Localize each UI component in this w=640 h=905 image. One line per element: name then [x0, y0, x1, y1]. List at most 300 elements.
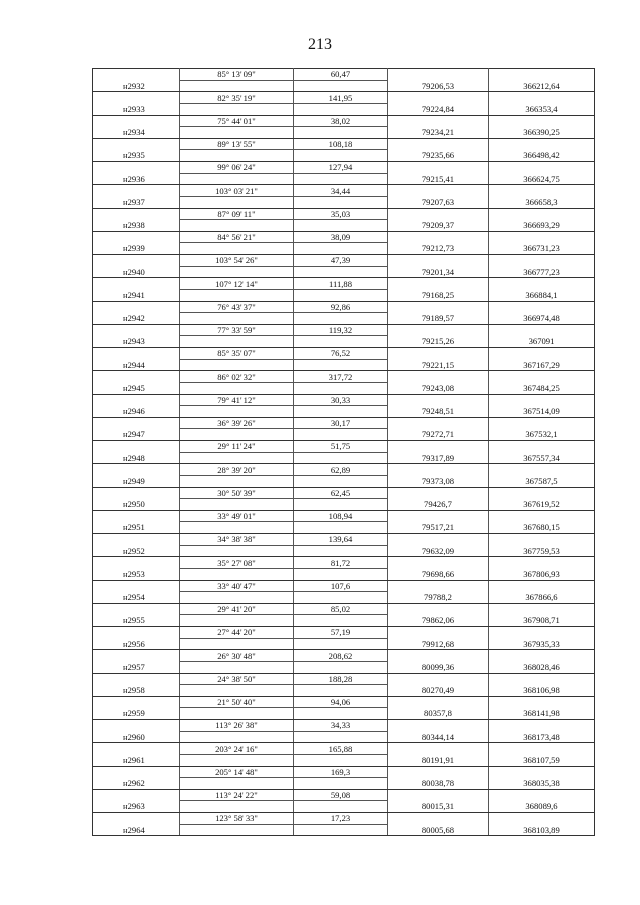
segment-row [93, 255, 595, 267]
x-coordinate-cell [388, 534, 489, 546]
segment-row [93, 208, 595, 220]
point-name-cell: н2934 [93, 127, 180, 139]
length-cell [294, 522, 388, 534]
point-name-cell [93, 673, 180, 685]
point-name-cell [93, 813, 180, 825]
y-coordinate-cell: 367806,93 [489, 568, 595, 580]
length-cell [294, 778, 388, 790]
x-coordinate-cell: 79221,15 [388, 359, 489, 371]
length-cell [294, 406, 388, 418]
x-coordinate-cell: 79235,66 [388, 150, 489, 162]
angle-cell [180, 522, 294, 534]
angle-cell [180, 220, 294, 232]
point-name-cell [93, 394, 180, 406]
angle-cell [180, 429, 294, 441]
y-coordinate-cell: 366974,48 [489, 313, 595, 325]
angle-cell: 107° 12' 14" [180, 278, 294, 290]
x-coordinate-cell: 79373,08 [388, 475, 489, 487]
point-row [93, 103, 595, 115]
point-name-cell [93, 255, 180, 267]
y-coordinate-cell [489, 185, 595, 197]
segment-row [93, 69, 595, 81]
x-coordinate-cell: 79698,66 [388, 568, 489, 580]
x-coordinate-cell: 79224,84 [388, 103, 489, 115]
page-number: 213 [308, 36, 332, 53]
x-coordinate-cell [388, 301, 489, 313]
point-row [93, 615, 595, 627]
segment-row [93, 441, 595, 453]
angle-cell [180, 150, 294, 162]
point-name-cell: н2955 [93, 615, 180, 627]
segment-row [93, 278, 595, 290]
point-name-cell [93, 278, 180, 290]
y-coordinate-cell: 367091 [489, 336, 595, 348]
length-cell: 62,89 [294, 464, 388, 476]
point-name-cell [93, 650, 180, 662]
point-row [93, 778, 595, 790]
y-coordinate-cell [489, 231, 595, 243]
point-row [93, 731, 595, 743]
point-name-cell: н2932 [93, 80, 180, 92]
length-cell: 165,88 [294, 743, 388, 755]
angle-cell: 30° 50' 39" [180, 487, 294, 499]
length-cell [294, 150, 388, 162]
x-coordinate-cell: 80099,36 [388, 661, 489, 673]
point-row [93, 452, 595, 464]
point-name-cell: н2943 [93, 336, 180, 348]
y-coordinate-cell [489, 650, 595, 662]
x-coordinate-cell [388, 557, 489, 569]
point-name-cell [93, 627, 180, 639]
point-row [93, 545, 595, 557]
point-name-cell [93, 115, 180, 127]
length-cell: 60,47 [294, 69, 388, 81]
y-coordinate-cell: 367167,29 [489, 359, 595, 371]
angle-cell [180, 243, 294, 255]
y-coordinate-cell: 367680,15 [489, 522, 595, 534]
x-coordinate-cell: 80270,49 [388, 685, 489, 697]
angle-cell: 113° 24' 22" [180, 789, 294, 801]
y-coordinate-cell [489, 394, 595, 406]
length-cell [294, 824, 388, 836]
x-coordinate-cell [388, 487, 489, 499]
x-coordinate-cell: 79212,73 [388, 243, 489, 255]
length-cell [294, 568, 388, 580]
x-coordinate-cell [388, 255, 489, 267]
x-coordinate-cell [388, 789, 489, 801]
angle-cell [180, 173, 294, 185]
y-coordinate-cell: 368141,98 [489, 708, 595, 720]
x-coordinate-cell: 79517,21 [388, 522, 489, 534]
angle-cell [180, 801, 294, 813]
point-name-cell: н2933 [93, 103, 180, 115]
length-cell: 169,3 [294, 766, 388, 778]
point-name-cell: н2962 [93, 778, 180, 790]
x-coordinate-cell: 79426,7 [388, 499, 489, 511]
y-coordinate-cell [489, 371, 595, 383]
point-name-cell [93, 510, 180, 522]
point-name-cell: н2949 [93, 475, 180, 487]
x-coordinate-cell: 79243,08 [388, 382, 489, 394]
length-cell [294, 452, 388, 464]
length-cell [294, 499, 388, 511]
y-coordinate-cell [489, 208, 595, 220]
x-coordinate-cell: 79206,53 [388, 80, 489, 92]
point-row [93, 475, 595, 487]
point-row [93, 685, 595, 697]
x-coordinate-cell [388, 673, 489, 685]
point-name-cell: н2959 [93, 708, 180, 720]
angle-cell: 28° 39' 20" [180, 464, 294, 476]
point-name-cell: н2963 [93, 801, 180, 813]
x-coordinate-cell [388, 208, 489, 220]
length-cell [294, 289, 388, 301]
length-cell: 51,75 [294, 441, 388, 453]
y-coordinate-cell [489, 69, 595, 81]
angle-cell [180, 382, 294, 394]
length-cell [294, 429, 388, 441]
point-name-cell: н2960 [93, 731, 180, 743]
angle-cell: 21° 50' 40" [180, 696, 294, 708]
segment-row [93, 627, 595, 639]
angle-cell: 79° 41' 12" [180, 394, 294, 406]
angle-cell [180, 289, 294, 301]
y-coordinate-cell [489, 115, 595, 127]
angle-cell: 205° 14' 48" [180, 766, 294, 778]
angle-cell [180, 127, 294, 139]
y-coordinate-cell [489, 557, 595, 569]
point-name-cell [93, 417, 180, 429]
point-row [93, 406, 595, 418]
angle-cell [180, 452, 294, 464]
x-coordinate-cell: 80344,14 [388, 731, 489, 743]
y-coordinate-cell: 367619,52 [489, 499, 595, 511]
angle-cell [180, 196, 294, 208]
y-coordinate-cell [489, 720, 595, 732]
angle-cell [180, 266, 294, 278]
point-name-cell: н2948 [93, 452, 180, 464]
segment-row [93, 185, 595, 197]
x-coordinate-cell: 79207,63 [388, 196, 489, 208]
point-name-cell [93, 580, 180, 592]
point-name-cell: н2961 [93, 754, 180, 766]
x-coordinate-cell [388, 115, 489, 127]
point-name-cell: н2958 [93, 685, 180, 697]
y-coordinate-cell [489, 766, 595, 778]
length-cell [294, 220, 388, 232]
point-name-cell: н2952 [93, 545, 180, 557]
x-coordinate-cell: 79912,68 [388, 638, 489, 650]
point-name-cell: н2957 [93, 661, 180, 673]
y-coordinate-cell: 368089,6 [489, 801, 595, 813]
point-name-cell [93, 441, 180, 453]
y-coordinate-cell: 368035,38 [489, 778, 595, 790]
angle-cell [180, 708, 294, 720]
point-name-cell: н2951 [93, 522, 180, 534]
y-coordinate-cell [489, 464, 595, 476]
length-cell: 317,72 [294, 371, 388, 383]
length-cell [294, 103, 388, 115]
length-cell: 208,62 [294, 650, 388, 662]
angle-cell: 123° 58' 33" [180, 813, 294, 825]
length-cell: 38,09 [294, 231, 388, 243]
x-coordinate-cell [388, 185, 489, 197]
x-coordinate-cell [388, 580, 489, 592]
y-coordinate-cell: 368103,89 [489, 824, 595, 836]
segment-row [93, 766, 595, 778]
point-name-cell [93, 464, 180, 476]
length-cell [294, 801, 388, 813]
point-name-cell: н2945 [93, 382, 180, 394]
angle-cell [180, 731, 294, 743]
y-coordinate-cell [489, 743, 595, 755]
x-coordinate-cell: 80015,31 [388, 801, 489, 813]
length-cell [294, 266, 388, 278]
x-coordinate-cell [388, 417, 489, 429]
y-coordinate-cell [489, 627, 595, 639]
angle-cell [180, 80, 294, 92]
length-cell: 108,18 [294, 138, 388, 150]
y-coordinate-cell: 368106,98 [489, 685, 595, 697]
x-coordinate-cell: 80357,8 [388, 708, 489, 720]
segment-row [93, 92, 595, 104]
segment-row [93, 789, 595, 801]
y-coordinate-cell [489, 534, 595, 546]
y-coordinate-cell: 366731,23 [489, 243, 595, 255]
length-cell [294, 127, 388, 139]
y-coordinate-cell [489, 255, 595, 267]
x-coordinate-cell: 80191,91 [388, 754, 489, 766]
angle-cell: 99° 06' 24" [180, 162, 294, 174]
angle-cell [180, 592, 294, 604]
length-cell [294, 475, 388, 487]
segment-row [93, 720, 595, 732]
length-cell: 81,72 [294, 557, 388, 569]
x-coordinate-cell [388, 92, 489, 104]
x-coordinate-cell: 79201,34 [388, 266, 489, 278]
point-name-cell [93, 766, 180, 778]
y-coordinate-cell: 367557,34 [489, 452, 595, 464]
length-cell: 108,94 [294, 510, 388, 522]
point-name-cell [93, 487, 180, 499]
x-coordinate-cell: 79248,51 [388, 406, 489, 418]
segment-row [93, 580, 595, 592]
x-coordinate-cell: 79272,71 [388, 429, 489, 441]
length-cell: 59,08 [294, 789, 388, 801]
length-cell: 47,39 [294, 255, 388, 267]
y-coordinate-cell [489, 673, 595, 685]
point-name-cell [93, 720, 180, 732]
point-name-cell [93, 743, 180, 755]
x-coordinate-cell: 80038,78 [388, 778, 489, 790]
y-coordinate-cell: 366390,25 [489, 127, 595, 139]
y-coordinate-cell: 366353,4 [489, 103, 595, 115]
angle-cell [180, 615, 294, 627]
segment-row [93, 557, 595, 569]
angle-cell: 29° 11' 24" [180, 441, 294, 453]
segment-row [93, 231, 595, 243]
segment-row [93, 301, 595, 313]
point-row [93, 359, 595, 371]
y-coordinate-cell [489, 580, 595, 592]
point-row [93, 522, 595, 534]
angle-cell: 76° 43' 37" [180, 301, 294, 313]
length-cell [294, 754, 388, 766]
angle-cell: 89° 13' 55" [180, 138, 294, 150]
y-coordinate-cell [489, 510, 595, 522]
y-coordinate-cell: 367935,33 [489, 638, 595, 650]
angle-cell: 85° 13' 09" [180, 69, 294, 81]
angle-cell [180, 313, 294, 325]
point-name-cell [93, 696, 180, 708]
angle-cell [180, 475, 294, 487]
point-name-cell: н2954 [93, 592, 180, 604]
length-cell: 30,17 [294, 417, 388, 429]
point-name-cell [93, 162, 180, 174]
point-name-cell: н2953 [93, 568, 180, 580]
angle-cell: 86° 02' 32" [180, 371, 294, 383]
y-coordinate-cell: 366693,29 [489, 220, 595, 232]
x-coordinate-cell [388, 138, 489, 150]
point-name-cell [93, 231, 180, 243]
point-row [93, 801, 595, 813]
segment-row [93, 464, 595, 476]
y-coordinate-cell: 368028,46 [489, 661, 595, 673]
y-coordinate-cell: 367908,71 [489, 615, 595, 627]
point-name-cell [93, 789, 180, 801]
length-cell: 76,52 [294, 348, 388, 360]
angle-cell: 27° 44' 20" [180, 627, 294, 639]
angle-cell [180, 406, 294, 418]
length-cell [294, 592, 388, 604]
angle-cell [180, 638, 294, 650]
y-coordinate-cell: 366212,64 [489, 80, 595, 92]
point-name-cell: н2964 [93, 824, 180, 836]
segment-row [93, 348, 595, 360]
angle-cell: 82° 35' 19" [180, 92, 294, 104]
point-row [93, 150, 595, 162]
segment-row [93, 534, 595, 546]
point-row [93, 243, 595, 255]
segment-row [93, 510, 595, 522]
length-cell [294, 173, 388, 185]
angle-cell: 77° 33' 59" [180, 324, 294, 336]
point-name-cell [93, 208, 180, 220]
length-cell: 92,86 [294, 301, 388, 313]
x-coordinate-cell [388, 394, 489, 406]
y-coordinate-cell: 368107,59 [489, 754, 595, 766]
length-cell [294, 638, 388, 650]
point-name-cell: н2942 [93, 313, 180, 325]
x-coordinate-cell [388, 324, 489, 336]
point-name-cell: н2937 [93, 196, 180, 208]
y-coordinate-cell: 367866,6 [489, 592, 595, 604]
point-name-cell: н2946 [93, 406, 180, 418]
x-coordinate-cell: 79788,2 [388, 592, 489, 604]
angle-cell [180, 661, 294, 673]
point-name-cell [93, 348, 180, 360]
length-cell [294, 243, 388, 255]
angle-cell: 35° 27' 08" [180, 557, 294, 569]
x-coordinate-cell [388, 743, 489, 755]
angle-cell: 75° 44' 01" [180, 115, 294, 127]
point-name-cell: н2947 [93, 429, 180, 441]
angle-cell: 24° 38' 50" [180, 673, 294, 685]
angle-cell: 103° 54' 26" [180, 255, 294, 267]
x-coordinate-cell: 79189,57 [388, 313, 489, 325]
angle-cell: 87° 09' 11" [180, 208, 294, 220]
y-coordinate-cell [489, 92, 595, 104]
point-name-cell: н2944 [93, 359, 180, 371]
length-cell [294, 359, 388, 371]
length-cell: 35,03 [294, 208, 388, 220]
y-coordinate-cell: 367532,1 [489, 429, 595, 441]
segment-row [93, 162, 595, 174]
coordinates-table-body [93, 69, 595, 836]
point-name-cell [93, 185, 180, 197]
length-cell [294, 80, 388, 92]
point-name-cell [93, 301, 180, 313]
y-coordinate-cell: 367514,09 [489, 406, 595, 418]
point-row [93, 382, 595, 394]
length-cell [294, 336, 388, 348]
y-coordinate-cell [489, 813, 595, 825]
angle-cell: 34° 38' 38" [180, 534, 294, 546]
length-cell [294, 382, 388, 394]
y-coordinate-cell: 366777,23 [489, 266, 595, 278]
y-coordinate-cell [489, 789, 595, 801]
point-name-cell [93, 69, 180, 81]
angle-cell: 26° 30' 48" [180, 650, 294, 662]
y-coordinate-cell: 367759,53 [489, 545, 595, 557]
point-name-cell [93, 138, 180, 150]
length-cell: 34,44 [294, 185, 388, 197]
length-cell: 139,64 [294, 534, 388, 546]
x-coordinate-cell [388, 162, 489, 174]
point-name-cell [93, 371, 180, 383]
coordinates-table [92, 68, 595, 836]
length-cell [294, 661, 388, 673]
angle-cell: 203° 24' 16" [180, 743, 294, 755]
x-coordinate-cell [388, 371, 489, 383]
point-row [93, 499, 595, 511]
x-coordinate-cell [388, 278, 489, 290]
y-coordinate-cell: 367484,25 [489, 382, 595, 394]
y-coordinate-cell [489, 301, 595, 313]
length-cell: 34,33 [294, 720, 388, 732]
y-coordinate-cell [489, 487, 595, 499]
segment-row [93, 417, 595, 429]
x-coordinate-cell [388, 441, 489, 453]
length-cell: 127,94 [294, 162, 388, 174]
x-coordinate-cell [388, 813, 489, 825]
point-name-cell: н2938 [93, 220, 180, 232]
angle-cell: 33° 49' 01" [180, 510, 294, 522]
point-name-cell: н2941 [93, 289, 180, 301]
segment-row [93, 813, 595, 825]
point-name-cell: н2940 [93, 266, 180, 278]
x-coordinate-cell: 79234,21 [388, 127, 489, 139]
point-row [93, 429, 595, 441]
point-name-cell: н2939 [93, 243, 180, 255]
y-coordinate-cell [489, 696, 595, 708]
x-coordinate-cell [388, 627, 489, 639]
y-coordinate-cell: 366658,3 [489, 196, 595, 208]
y-coordinate-cell: 367587,5 [489, 475, 595, 487]
point-row [93, 313, 595, 325]
y-coordinate-cell [489, 162, 595, 174]
x-coordinate-cell [388, 69, 489, 81]
